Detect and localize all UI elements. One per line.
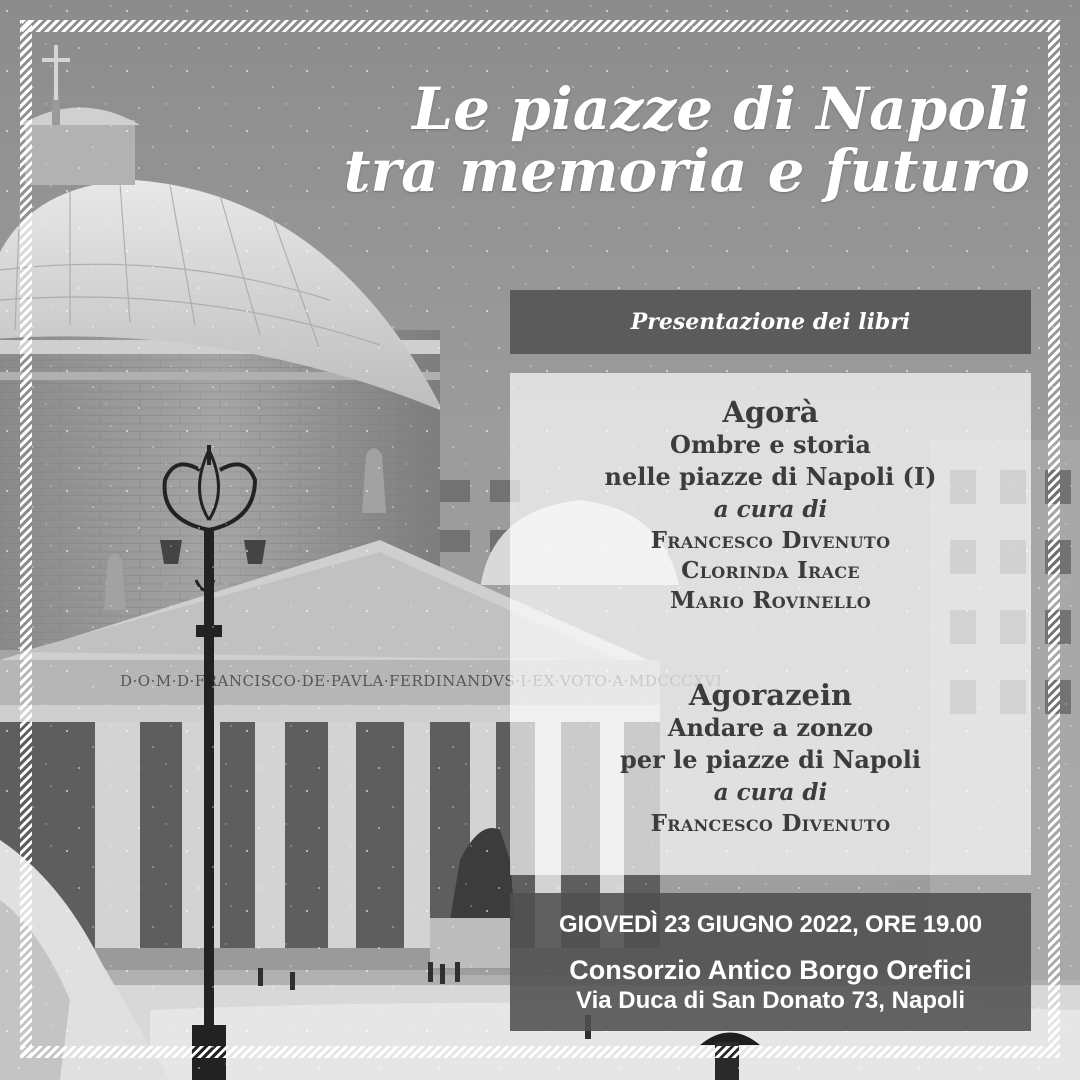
book-2-curator-label: a cura di — [713, 779, 828, 806]
book-1 — [510, 395, 1031, 616]
title-line-2: tra memoria e futuro — [343, 137, 1030, 205]
frame-right — [1048, 20, 1060, 1058]
book-2-subtitle-line-2: per le piazze di Napoli — [620, 745, 921, 774]
book-1-subtitle-line-2: nelle piazze di Napoli (I) — [604, 462, 937, 491]
book-1-subtitle-line-1: Ombre e storia — [670, 430, 871, 459]
book-1-curator-label: a cura di — [713, 496, 828, 523]
event-address: Via Duca di San Donato 73, Napoli — [576, 987, 965, 1014]
book-2 — [510, 678, 1031, 839]
book-1-curator: Mario Rovinello — [669, 587, 872, 614]
book-1-curator: Clorinda Irace — [681, 557, 860, 584]
book-1-title: Agorà — [722, 395, 819, 429]
frame-left — [20, 20, 32, 1058]
frame-top — [22, 20, 1058, 32]
book-2-title: Agorazein — [688, 678, 853, 712]
book-1-curator: Francesco Divenuto — [650, 527, 891, 554]
event-venue: Consorzio Antico Borgo Orefici — [569, 955, 972, 985]
title-line-1: Le piazze di Napoli — [412, 75, 1030, 143]
event-info — [510, 893, 1031, 1031]
book-2-subtitle-line-1: Andare a zonzo — [667, 713, 874, 742]
event-date-time: GIOVEDÌ 23 GIUGNO 2022, ORE 19.00 — [559, 911, 982, 938]
presentation-banner: Presentazione dei libri — [510, 290, 1031, 354]
books-panel — [510, 373, 1031, 875]
book-2-curator: Francesco Divenuto — [650, 810, 891, 837]
poster-title — [330, 75, 1030, 205]
frame-bottom — [22, 1046, 1058, 1058]
